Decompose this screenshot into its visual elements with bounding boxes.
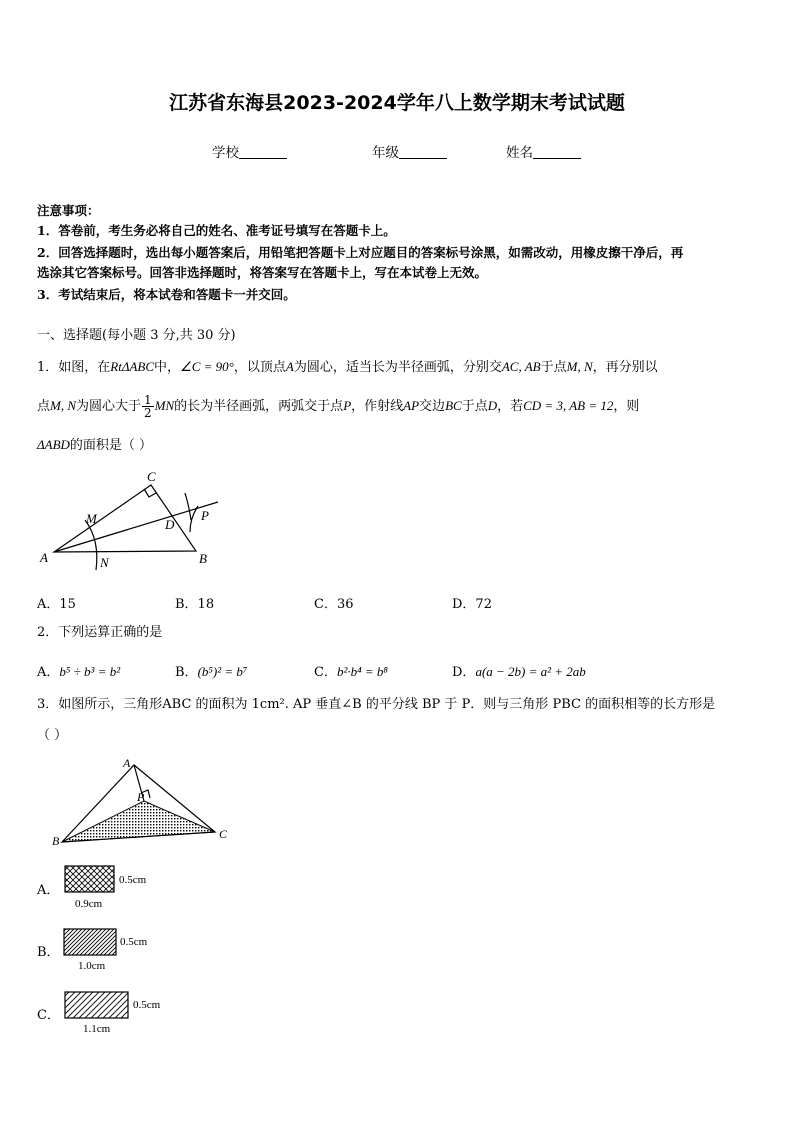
label-a: A [123,756,131,770]
q1-text: ，以顶点 [233,360,286,375]
notice-heading: 注意事项： [37,203,100,218]
q3-option-a-height: 0.5cm [119,874,147,886]
label-b: B [199,551,207,566]
q1-math: D [487,398,498,413]
label-p: P [201,508,209,523]
q1-option-d[interactable]: D．72 [452,597,492,612]
q1-math: CD = 3, AB = 12 [523,398,614,413]
q1-text: 交边 [419,399,446,414]
school-blank [239,145,287,159]
q1-text: 的长为半径画弧，两弧交于点 [174,399,344,414]
q3-option-c-height: 0.5cm [133,999,161,1011]
notice-item-1: 1．答卷前，考生务必将自己的姓名、准考证号填写在答题卡上。 [37,223,396,238]
q3-option-c-rect[interactable] [64,991,131,1021]
q1-option-a[interactable]: A．15 [37,597,76,612]
option-label: D． [452,665,476,680]
option-expr: (b⁵)² = b⁷ [197,664,248,679]
grade-field [372,141,447,161]
q3-stem-line1: 3．如图所示，三角形ABC 的面积为 1cm². AP 垂直∠B 的平分线 BP 于 P．则与三角形 PBC 的面积相等的长方形是 [37,697,716,712]
q3-option-b-label[interactable]: B． [37,945,60,960]
fraction-numerator: 1 [144,393,152,407]
q1-text: 的面积是（ ） [69,438,153,453]
q3-option-b-height: 0.5cm [120,936,148,948]
grade-blank [399,145,447,159]
name-label: 姓名 [506,145,533,161]
label-c: C [219,827,228,841]
q1-text: ，若 [497,399,524,414]
q2-option-a[interactable] [37,661,120,680]
q1-line1 [37,356,658,379]
q1-math: M, N [50,398,77,413]
q1-math: AC, AB [501,359,541,374]
q1-math: M, N [566,359,593,374]
page-title: 江苏省东海县2023-2024学年八上数学期末考试试题 [169,92,625,114]
q1-math: ΔABD [37,437,70,452]
q1-math: AP [403,398,420,413]
school-field [212,141,287,161]
option-label: A． [37,665,60,680]
q1-line2 [37,394,639,419]
q2-option-c[interactable] [314,661,388,680]
label-d: D [165,517,175,532]
q1-triangle-figure [38,468,228,580]
q1-text: 于点 [540,360,567,375]
q1-text: ，再分别以 [592,360,658,375]
q1-math: MN [154,398,175,413]
option-expr: b²·b⁴ = b⁸ [336,664,388,679]
notice-item-2-cont: 选涂其它答案标号。回答非选择题时，将答案写在答题卡上，写在本试卷上无效。 [37,265,488,280]
q1-option-b[interactable]: B．18 [175,597,215,612]
option-expr: b⁵ ÷ b³ = b² [59,664,121,679]
name-blank [533,145,581,159]
q3-option-a-label[interactable]: A． [37,883,60,898]
name-field [506,141,581,161]
triangle-pbc-shaded [62,801,215,842]
q3-triangle-figure [48,755,248,850]
q1-fraction [142,394,154,419]
q1-math: P [343,398,352,413]
q1-text: 1．如图，在 [37,360,111,375]
q1-math: ∠C = 90° [180,359,234,374]
fraction-denominator: 2 [144,406,152,420]
label-p: P [137,790,145,804]
q1-text: 于点 [461,399,488,414]
q3-option-c-label[interactable]: C． [37,1008,60,1023]
q2-option-d[interactable] [452,661,586,680]
q2-option-b[interactable] [175,661,247,680]
q1-text: ，则 [613,399,640,414]
q3-option-a-rect[interactable] [64,865,116,895]
q2-stem: 2．下列运算正确的是 [37,625,163,640]
arc-p1 [185,493,191,520]
q1-math: RtΔABC [110,359,155,374]
option-expr: a(a − 2b) = a² + 2ab [475,664,586,679]
school-label: 学校 [212,145,239,161]
notice-item-3: 3．考试结束后，将本试卷和答题卡一并交回。 [37,287,296,302]
q3-option-b-rect[interactable] [63,928,118,958]
q1-math: BC [445,398,462,413]
q1-math: A [285,359,294,374]
triangle-abc [54,485,196,552]
label-m: M [86,511,97,526]
label-b: B [52,834,60,848]
notice-item-2: 2．回答选择题时，选出每小题答案后，用铅笔把答题卡上对应题目的答案标号涂黑，如需改动，用橡皮擦干净后，再 [37,245,684,260]
ray-ap [54,502,218,552]
q1-text: 中， [154,360,181,375]
q3-option-b-width: 1.0cm [78,960,106,972]
label-a: A [40,550,48,565]
option-label: C． [314,665,337,680]
q3-stem-line2: （ ） [37,728,68,743]
q1-option-c[interactable]: C．36 [314,597,354,612]
q3-option-c-width: 1.1cm [83,1023,111,1035]
q1-text: 为圆心，适当长为半径画弧，分别交 [293,360,502,375]
label-n: N [100,555,109,570]
q3-option-a-width: 0.9cm [75,898,103,910]
q1-text: 为圆心大于 [76,399,142,414]
q1-text: ，作射线 [351,399,404,414]
q1-text: 点 [37,399,51,414]
q1-line3 [37,434,152,457]
arc-mn [85,520,97,570]
grade-label: 年级 [372,145,399,161]
option-label: B． [175,665,198,680]
label-c: C [147,469,156,484]
section-heading: 一、选择题(每小题 3 分,共 30 分) [37,328,236,343]
